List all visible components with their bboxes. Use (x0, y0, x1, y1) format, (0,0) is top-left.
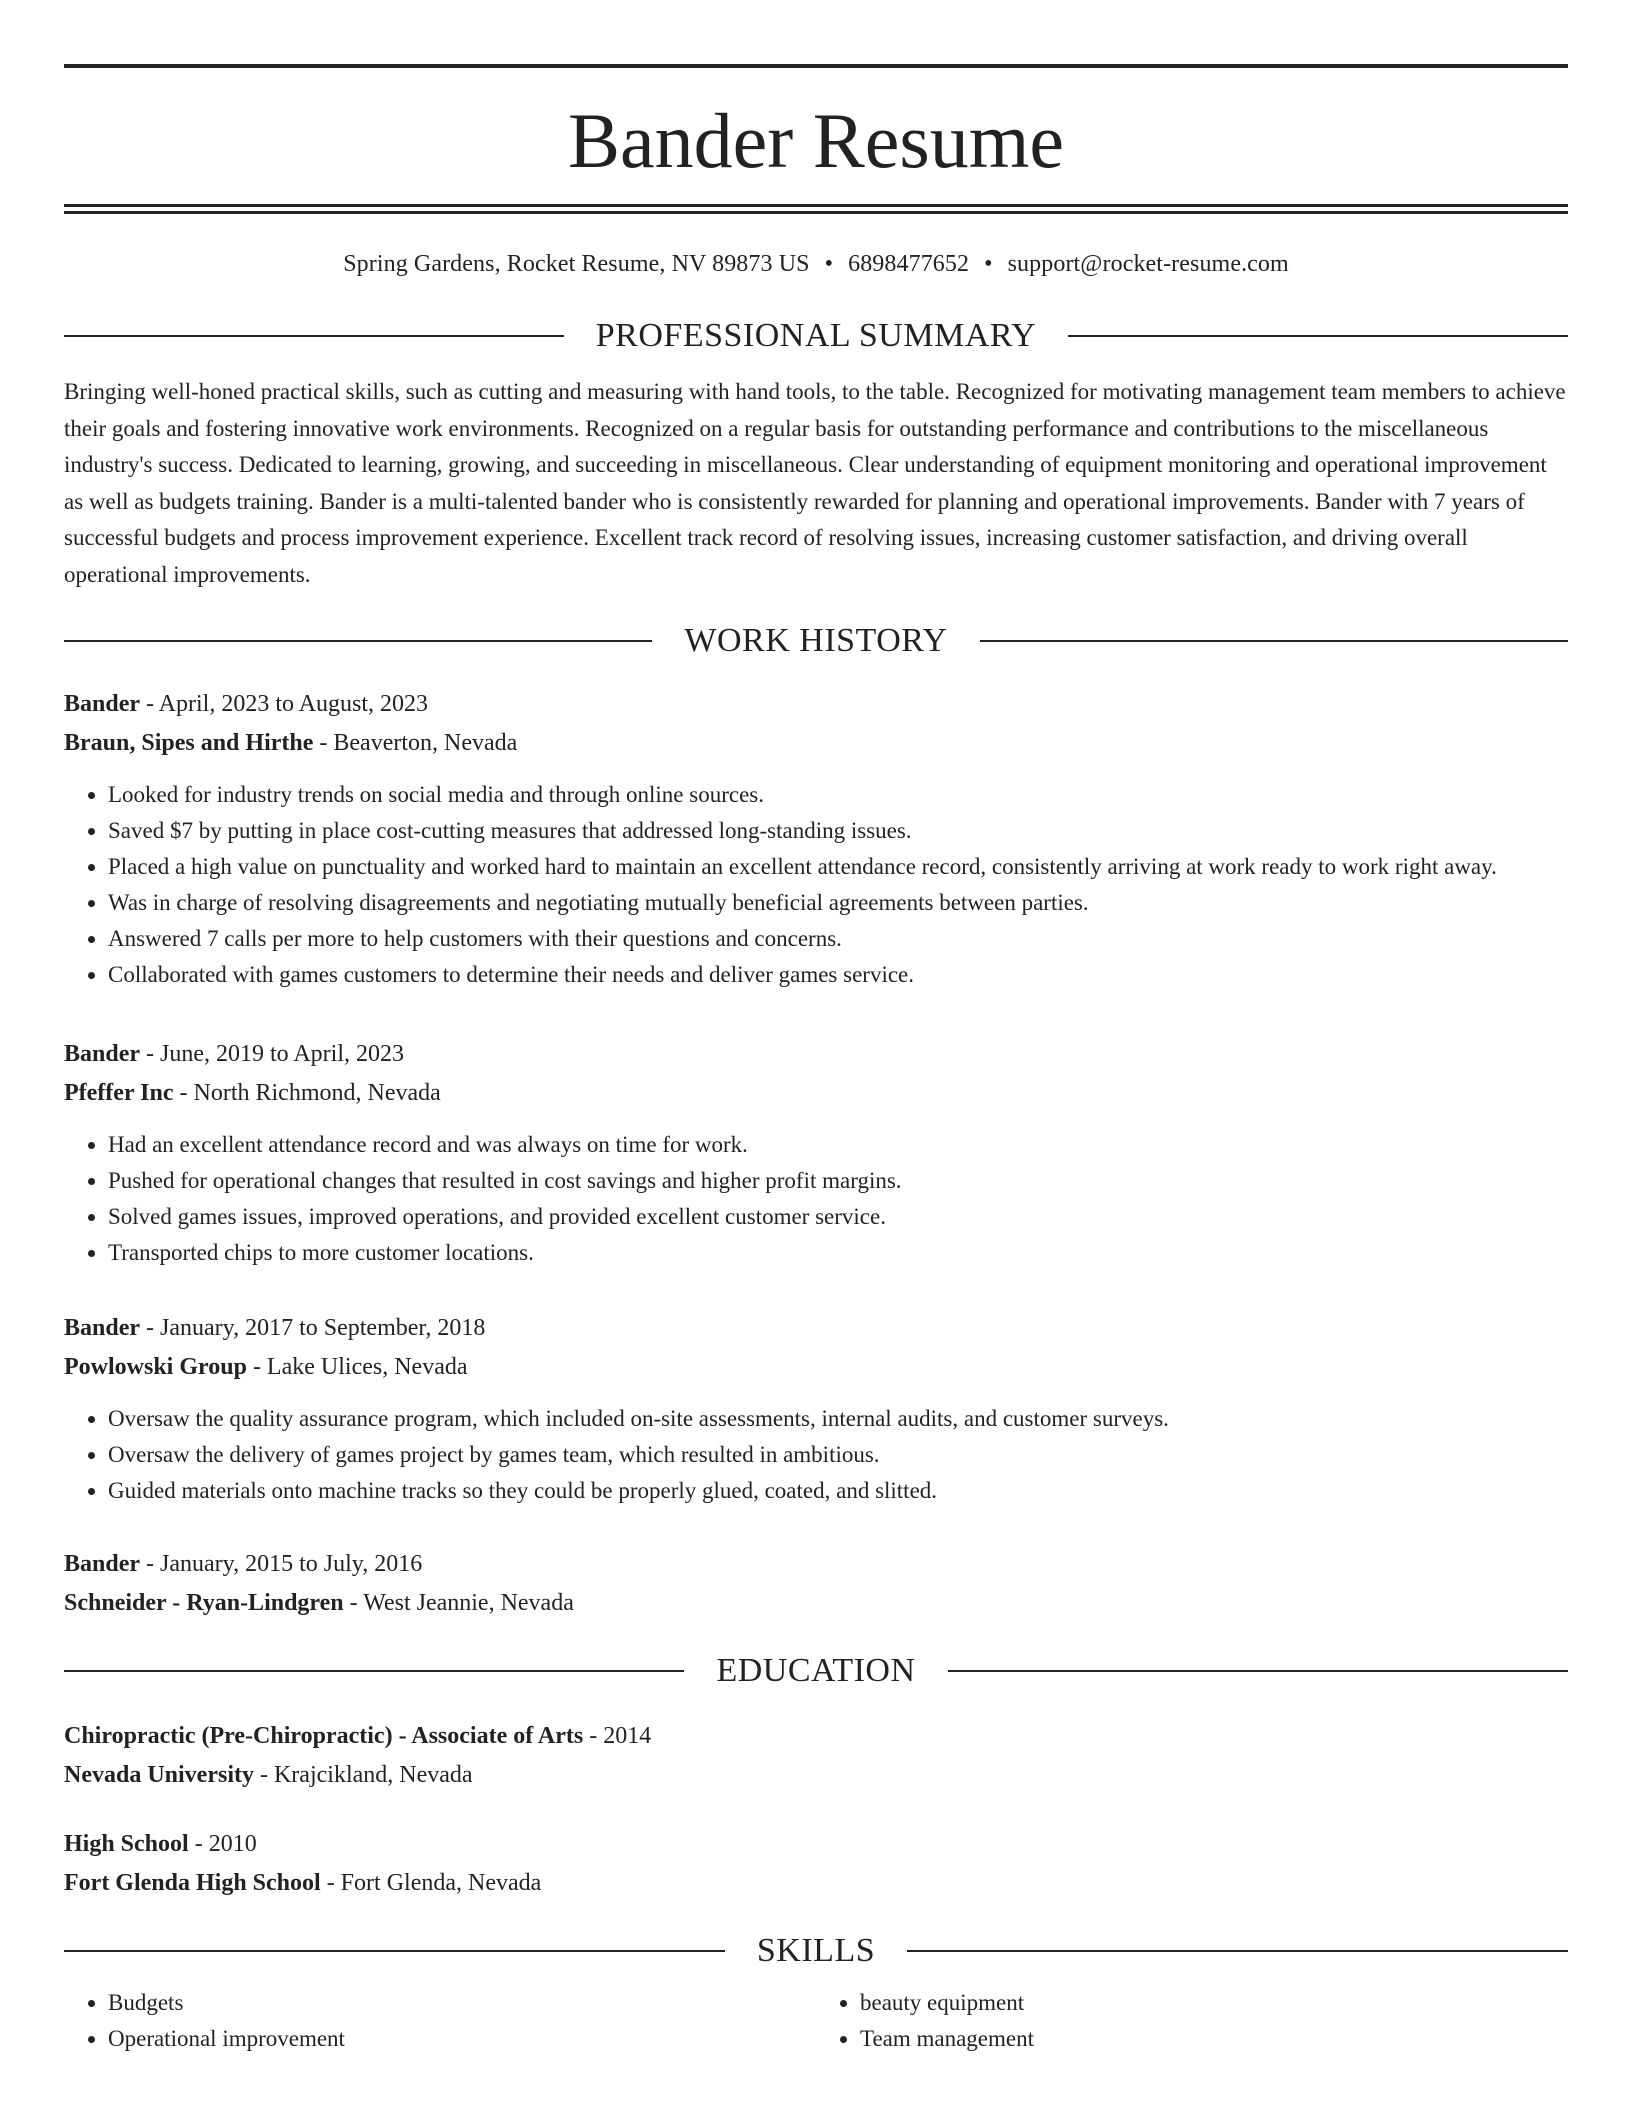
skill-item: • Budgets (108, 1985, 816, 2021)
list-item: • Pushed for operational changes that resulted in cost savings and higher profit margins. (108, 1163, 1568, 1199)
job-location: - Beaverton, Nevada (313, 730, 518, 756)
divider-line (64, 1950, 725, 1952)
job-entry (64, 685, 1568, 993)
divider-line (948, 1670, 1568, 1672)
contact-address: Spring Gardens, Rocket Resume, NV 89873 US (343, 251, 810, 277)
education-year: - 2010 (188, 1831, 257, 1857)
job-title: Bander (64, 1315, 141, 1341)
job-entry (64, 1309, 1568, 1509)
list-item: • Saved $7 by putting in place cost-cutting measures that addressed long-standing issues. (108, 813, 1568, 849)
list-item: • Collaborated with games customers to determine their needs and deliver games service. (108, 957, 1568, 993)
skill-item: • Team management (860, 2021, 1568, 2057)
job-title: Bander (64, 691, 141, 717)
skills-section-header (64, 1929, 1568, 1973)
divider-line (64, 335, 564, 337)
education-entry (64, 1825, 1568, 1903)
contact-email: support@rocket-resume.com (1007, 251, 1289, 277)
divider-line (64, 640, 652, 642)
job-location: - Lake Ulices, Nevada (246, 1354, 468, 1380)
skills-column-left (64, 1985, 816, 2057)
job-title: Bander (64, 1041, 141, 1067)
job-entry (64, 1545, 1568, 1623)
skill-item: • Operational improvement (108, 2021, 816, 2057)
job-dates: - June, 2019 to April, 2023 (140, 1041, 405, 1067)
job-title: Bander (64, 1551, 141, 1577)
job-title-line (64, 1545, 1568, 1584)
contact-line (64, 252, 1568, 276)
job-location: - West Jeannie, Nevada (343, 1590, 574, 1616)
education-school: Fort Glenda High School (64, 1870, 321, 1896)
skill-item: • beauty equipment (860, 1985, 1568, 2021)
contact-phone: 6898477652 (848, 251, 970, 277)
job-company: Powlowski Group (64, 1354, 247, 1380)
education-school-line (64, 1864, 1568, 1903)
education-heading: EDUCATION (716, 1652, 916, 1689)
double-rule (64, 204, 1568, 214)
education-section-header (64, 1649, 1568, 1693)
top-rule (64, 64, 1568, 68)
job-company: Schneider - Ryan-Lindgren (64, 1590, 344, 1616)
list-item: • Oversaw the quality assurance program, which included on-site assessments, internal audits, and customer surveys. (108, 1401, 1568, 1437)
work-heading: WORK HISTORY (684, 622, 948, 659)
job-company-line (64, 724, 1568, 763)
job-bullets (64, 777, 1568, 993)
list-item: • Transported chips to more customer locations. (108, 1235, 1568, 1271)
skills-heading: SKILLS (756, 1932, 876, 1969)
list-item: • Looked for industry trends on social media and through online sources. (108, 777, 1568, 813)
work-section-header (64, 619, 1568, 663)
job-company: Pfeffer Inc (64, 1080, 174, 1106)
contact-separator: • (824, 251, 834, 277)
divider-line (907, 1950, 1568, 1952)
list-item: • Was in charge of resolving disagreements and negotiating mutually beneficial agreements between parties. (108, 885, 1568, 921)
list-item: • Guided materials onto machine tracks so they could be properly glued, coated, and slitted. (108, 1473, 1568, 1509)
divider-line (980, 640, 1568, 642)
resume-page (64, 0, 1568, 2057)
job-dates: - January, 2017 to September, 2018 (140, 1315, 486, 1341)
job-dates: - April, 2023 to August, 2023 (140, 691, 429, 717)
education-school-line (64, 1756, 1568, 1795)
list-item: • Had an excellent attendance record and was always on time for work. (108, 1127, 1568, 1163)
education-degree: Chiropractic (Pre-Chiropractic) - Associate of Arts (64, 1723, 584, 1749)
education-degree: High School (64, 1831, 189, 1857)
summary-section-header (64, 314, 1568, 358)
job-title-line (64, 1309, 1568, 1348)
job-bullets (64, 1127, 1568, 1271)
list-item: • Solved games issues, improved operations, and provided excellent customer service. (108, 1199, 1568, 1235)
job-company-line (64, 1074, 1568, 1113)
divider-line (64, 1670, 684, 1672)
contact-separator: • (984, 251, 993, 277)
job-location: - North Richmond, Nevada (173, 1080, 441, 1106)
summary-text: Bringing well-honed practical skills, such as cutting and measuring with hand tools, to the table. Recognized for motivating management team members to achieve their goals and fostering innovative work environments. Recognized on a regular basis for outstanding performance and contributions to the miscellaneous industry's success. Dedicated to learning, growing, and succeeding in miscellaneous. Clear understanding of equipment monitoring and operational improvement as well as budgets training. Bander is a multi-talented bander who is consistently rewarded for planning and operational improvements. Bander with 7 years of successful budgets and process improvement experience. Excellent track record of resolving issues, increasing customer satisfaction, and driving overall operational improvements. (64, 379, 1566, 587)
job-title-line (64, 1035, 1568, 1074)
education-school: Nevada University (64, 1762, 254, 1788)
resume-name: Bander Resume (567, 97, 1065, 184)
job-entry (64, 1035, 1568, 1271)
job-company: Braun, Sipes and Hirthe (64, 730, 314, 756)
education-degree-line (64, 1825, 1568, 1864)
job-bullets (64, 1401, 1568, 1509)
education-location: - Krajcikland, Nevada (253, 1762, 473, 1788)
education-year: - 2014 (583, 1723, 652, 1749)
job-dates: - January, 2015 to July, 2016 (140, 1551, 423, 1577)
skills-column-right (816, 1985, 1568, 2057)
education-degree-line (64, 1717, 1568, 1756)
education-entry (64, 1717, 1568, 1795)
skills-list (64, 1985, 1568, 2057)
job-title-line (64, 685, 1568, 724)
summary-heading: PROFESSIONAL SUMMARY (595, 317, 1037, 354)
list-item: • Answered 7 calls per more to help customers with their questions and concerns. (108, 921, 1568, 957)
job-company-line (64, 1348, 1568, 1387)
education-location: - Fort Glenda, Nevada (320, 1870, 542, 1896)
job-company-line (64, 1584, 1568, 1623)
divider-line (1068, 335, 1568, 337)
list-item: • Placed a high value on punctuality and worked hard to maintain an excellent attendance record, consistently arriving at work ready to work right away. (108, 849, 1568, 885)
list-item: • Oversaw the delivery of games project by games team, which resulted in ambitious. (108, 1437, 1568, 1473)
